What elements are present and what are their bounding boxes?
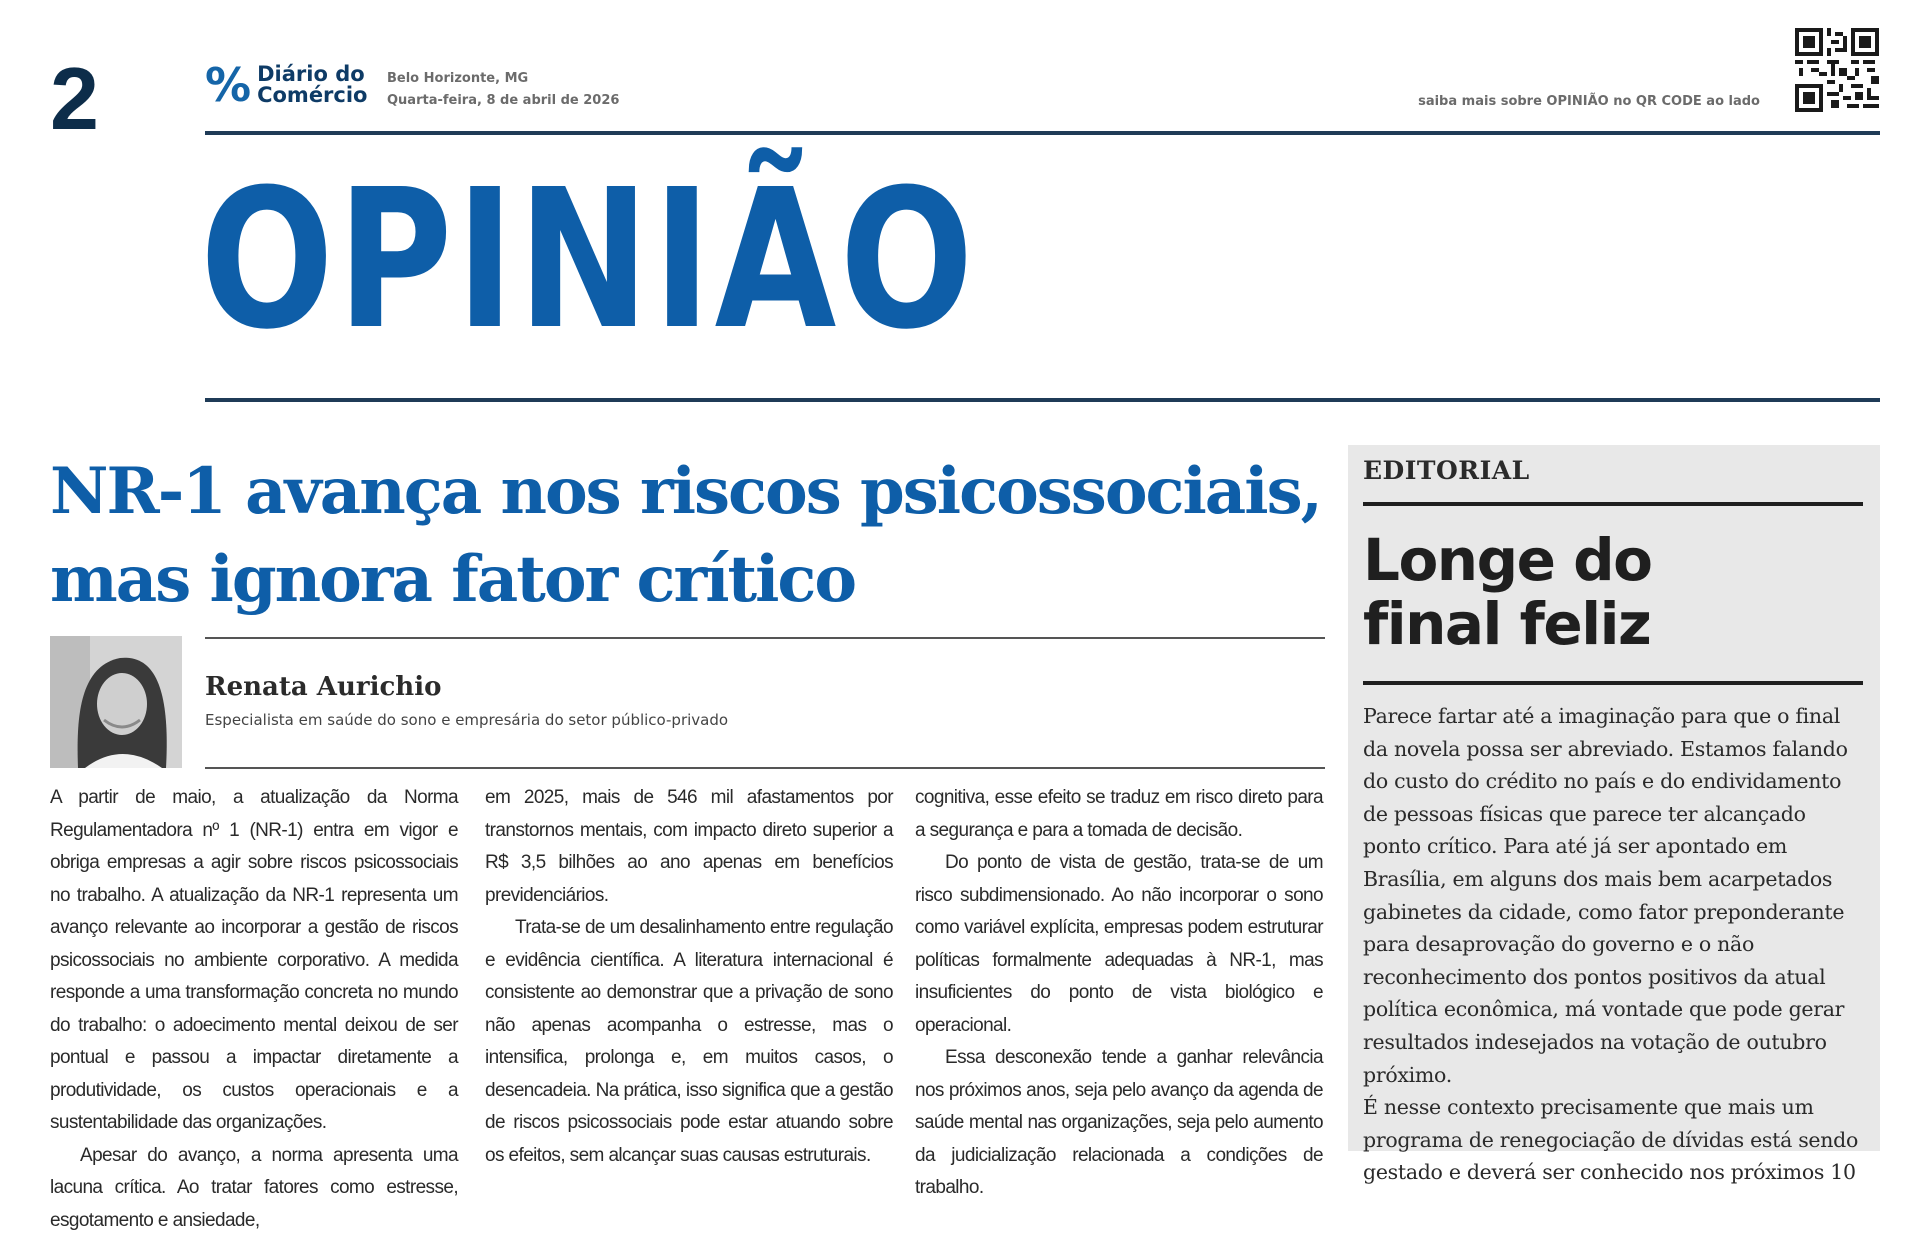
- article-paragraph: em 2025, mais de 546 mil afastamentos por transtornos mentais, com impacto direto superior a R$ 3,5 bilhões ao ano apenas em benefícios previdenciários.: [485, 782, 893, 912]
- logo-percent-icon: %: [205, 62, 247, 108]
- section-title: OPINIÃO: [200, 165, 977, 357]
- dateline: [387, 68, 619, 112]
- dateline-date: Quarta-feira, 8 de abril de 2026: [387, 90, 619, 112]
- editorial-paragraph: Parece fartar até a imaginação para que o final da novela possa ser abreviado. Estamos falando do custo do crédito no país e do endividamento de pessoas físicas que parece ter alcançado ponto crítico. Para até já ser apontado em Brasília, em alguns dos mais bem acarpetados gabinetes da cidade, como fator preponderante para desaprovação do governo e o não reconhecimento dos pontos positivos da atual política econômica, má vontade que pode gerar resultados indesejados na votação de outubro próximo.: [1363, 700, 1868, 1091]
- author-rule-bottom: [205, 767, 1325, 769]
- author-role: Especialista em saúde do sono e empresária do setor público-privado: [205, 711, 728, 729]
- headline-line-2: mas ignora fator crítico: [50, 542, 855, 617]
- editorial-paragraph: É nesse contexto precisamente que mais um programa de renegociação de dívidas está sendo gestado e deverá ser conhecido nos próximos 10: [1363, 1091, 1868, 1189]
- qr-note: saiba mais sobre OPINIÃO no QR CODE ao lado: [1418, 94, 1760, 109]
- editorial-rule-bottom: [1363, 681, 1863, 685]
- article-column-3: [915, 782, 1323, 1151]
- editorial-body: [1363, 700, 1868, 1151]
- article-headline: [50, 448, 1330, 624]
- page-number: 2: [50, 55, 99, 143]
- logo-wordmark: [257, 64, 367, 106]
- dateline-city: Belo Horizonte, MG: [387, 68, 619, 90]
- section-rule: [205, 398, 1880, 402]
- editorial-rule-top: [1363, 502, 1863, 506]
- article-paragraph: Trata-se de um desalinhamento entre regulação e evidência científica. A literatura internacional é consistente ao demonstrar que a privação de sono não apenas acompanha o estresse, mas o intensifica, prolonga e, em muitos casos, o desencadeia. Na prática, isso significa que a gestão de riscos psicossociais pode estar atuando sobre os efeitos, sem alcançar suas causas estruturais.: [485, 912, 893, 1172]
- author-name: Renata Aurichio: [205, 672, 441, 702]
- article-paragraph: Do ponto de vista de gestão, trata-se de um risco subdimensionado. Ao não incorporar o sono como variável explícita, empresas podem estruturar políticas formalmente adequadas à NR-1, mas insuficientes do ponto de vista biológico e operacional.: [915, 847, 1323, 1042]
- author-photo: [50, 636, 182, 768]
- article-column-1: [50, 782, 458, 1151]
- article-paragraph: A partir de maio, a atualização da Norma Regulamentadora nº 1 (NR-1) entra em vigor e obriga empresas a agir sobre riscos psicossociais no trabalho. A atualização da NR-1 representa um avanço relevante ao incorporar a gestão de riscos psicossociais no ambiente corporativo. A medida responde a uma transformação concreta no mundo do trabalho: o adoecimento mental deixou de ser pontual e passou a impactar diretamente a produtividade, os custos operacionais e a sustentabilidade das organizações.: [50, 782, 458, 1140]
- qr-code-icon[interactable]: [1795, 28, 1879, 112]
- logo-line-1: Diário do: [257, 64, 367, 85]
- editorial-label: EDITORIAL: [1363, 456, 1530, 485]
- article-paragraph: Essa desconexão tende a ganhar relevância nos próximos anos, seja pelo avanço da agenda de saúde mental nas organizações, seja pelo aumento da judicialização relacionada a condições de trabalho.: [915, 1042, 1323, 1205]
- editorial-title: [1363, 528, 1863, 656]
- newspaper-logo[interactable]: [205, 62, 368, 108]
- masthead-rule: [205, 131, 1880, 135]
- author-rule-top: [205, 637, 1325, 639]
- article-paragraph: Apesar do avanço, a norma apresenta uma lacuna crítica. Ao tratar fatores como estresse, esgotamento e ansiedade,: [50, 1140, 458, 1237]
- article-paragraph: cognitiva, esse efeito se traduz em risco direto para a segurança e para a tomada de decisão.: [915, 782, 1323, 847]
- article-column-2: [485, 782, 893, 1151]
- headline-line-1: NR-1 avança nos riscos psicossociais,: [50, 454, 1321, 529]
- editorial-title-line-2: final feliz: [1363, 590, 1650, 658]
- logo-line-2: Comércio: [257, 85, 367, 106]
- editorial-title-line-1: Longe do: [1363, 526, 1652, 594]
